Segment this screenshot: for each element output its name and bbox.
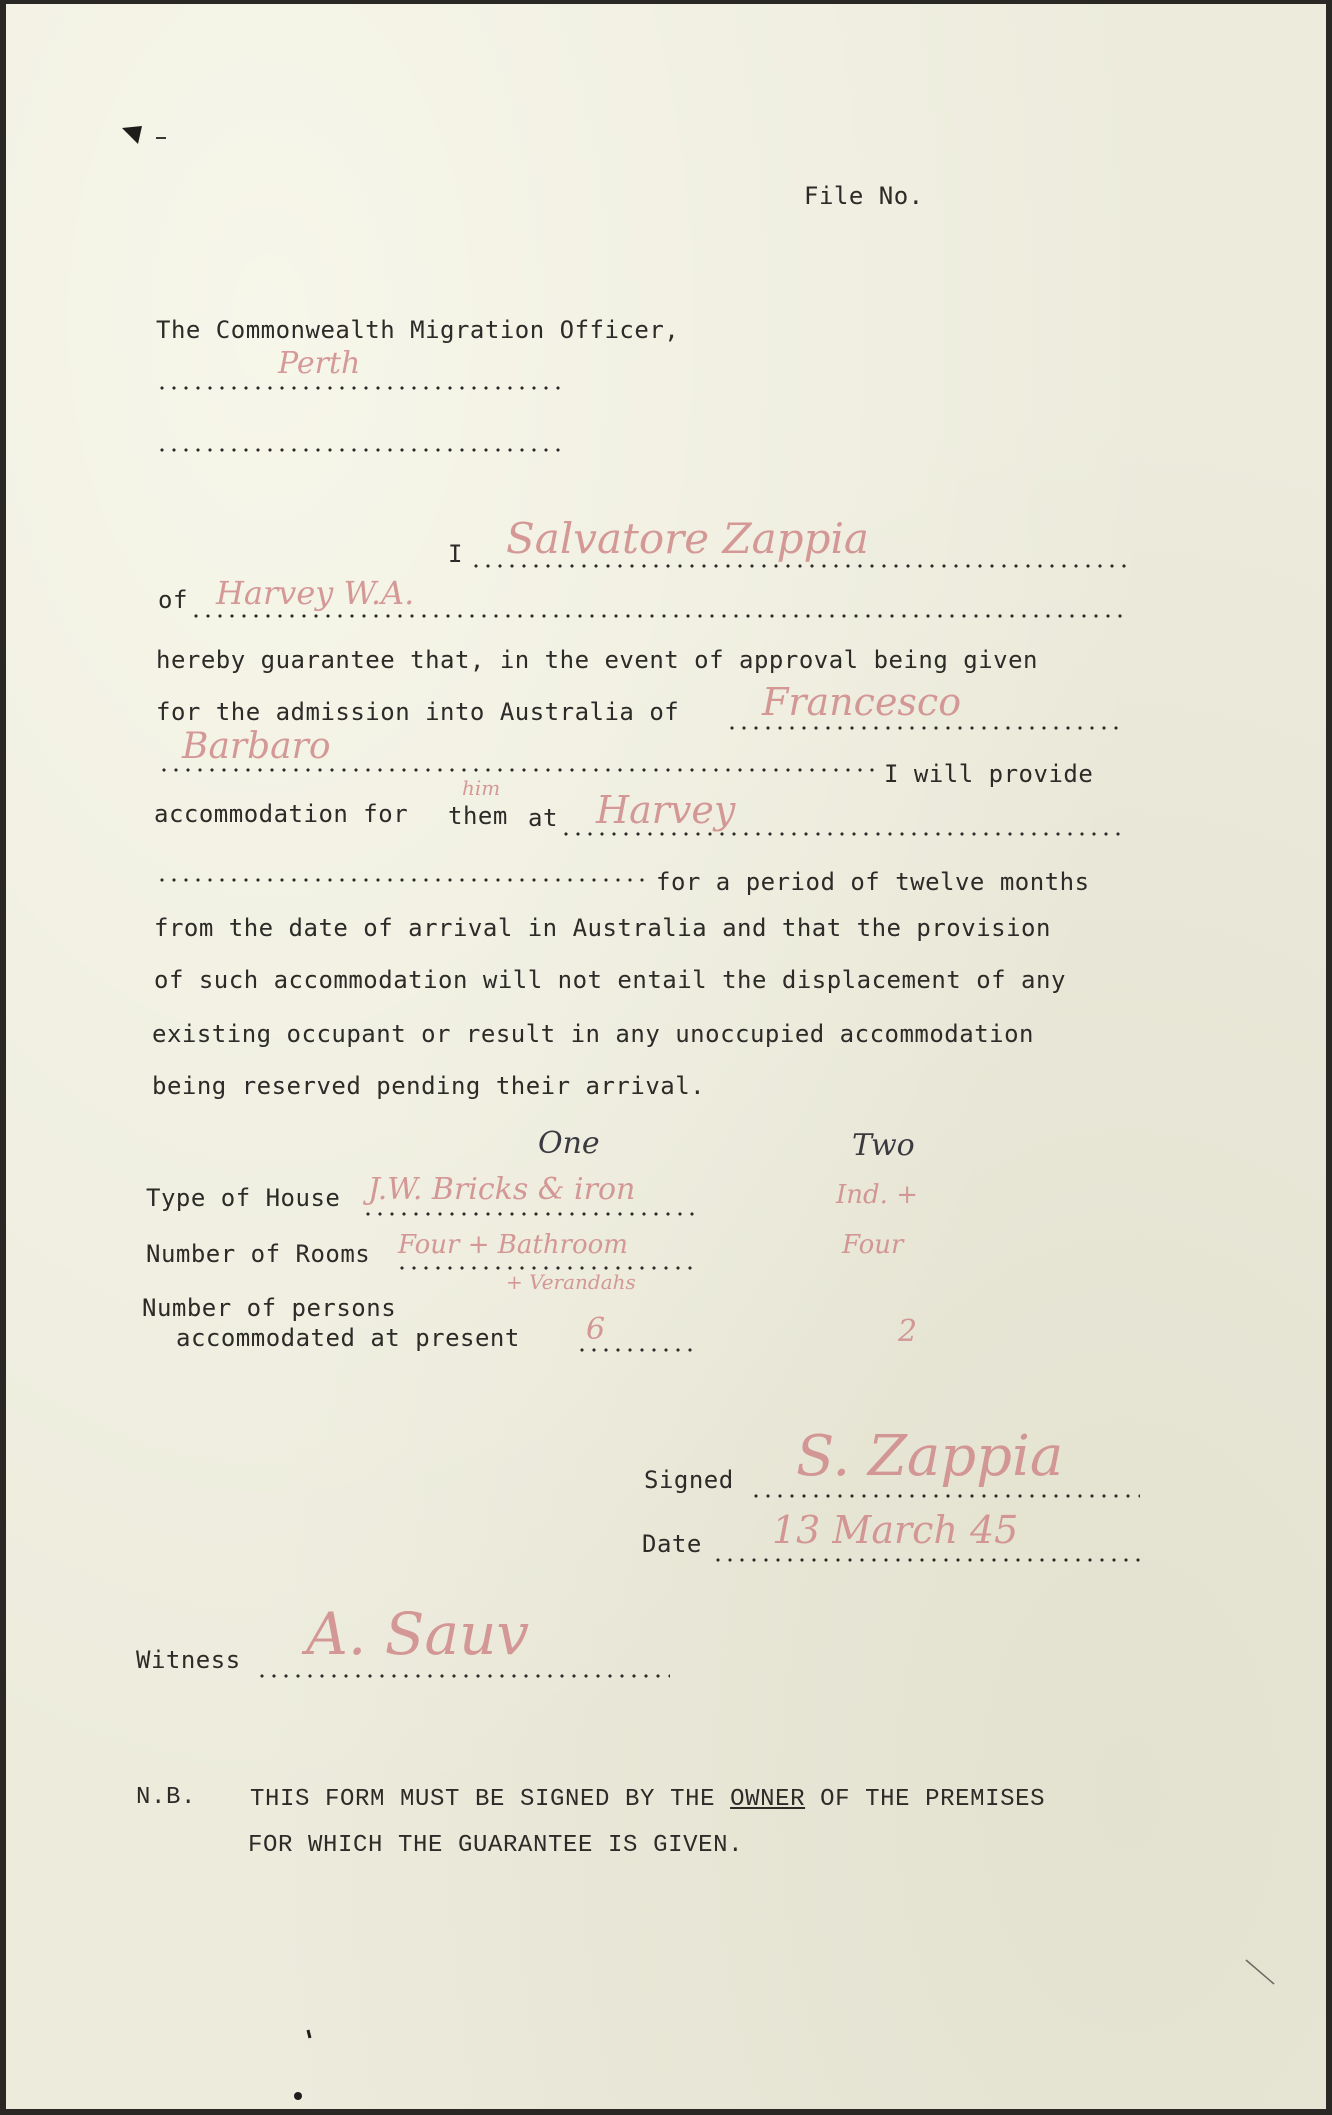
signed-label: Signed <box>644 1466 734 1494</box>
nb-owner-word: OWNER <box>730 1786 806 1813</box>
guarantor-address-handwritten: Harvey W.A. <box>216 574 415 612</box>
type-of-house-dotted-line <box>362 1212 696 1216</box>
persons-label-line1: Number of persons <box>142 1294 397 1322</box>
paper-speck-marks <box>286 2024 326 2104</box>
punch-mark <box>116 114 176 154</box>
signed-dotted-line <box>750 1494 1140 1498</box>
column-one-heading: One <box>538 1126 600 1161</box>
them-word: them <box>448 802 508 830</box>
declaration-line-from: from the date of arrival in Australia and that the provision <box>154 914 1051 942</box>
number-of-rooms-value-one-line2: + Verandahs <box>506 1270 636 1294</box>
date-value: 13 March 45 <box>772 1508 1019 1552</box>
corner-scratch-mark <box>1242 1954 1282 1994</box>
witness-dotted-line <box>256 1674 670 1678</box>
form-page <box>6 4 1326 2109</box>
nominee-dotted-line-1 <box>726 726 1126 730</box>
persons-label-line2: accommodated at present <box>176 1324 520 1352</box>
accommodation-address-dotted-line <box>560 832 1126 836</box>
type-of-house-value-two: Ind. + <box>836 1180 918 1210</box>
will-provide-text: I will provide <box>884 760 1094 788</box>
persons-value-one: 6 <box>586 1312 606 1347</box>
nb-line1-part-b: OF THE PREMISES <box>820 1786 1046 1813</box>
nb-line1 <box>250 1786 1045 1813</box>
accommodation-address-dotted-line-2 <box>156 878 650 882</box>
persons-dotted-line <box>576 1348 696 1352</box>
at-label: at <box>528 804 558 832</box>
date-dotted-line <box>712 1558 1140 1562</box>
number-of-rooms-label: Number of Rooms <box>146 1240 371 1268</box>
declaration-line-admission: for the admission into Australia of <box>156 698 680 726</box>
period-text: for a period of twelve months <box>656 868 1090 896</box>
declaration-line-being: being reserved pending their arrival. <box>152 1072 706 1100</box>
number-of-rooms-value-two: Four <box>842 1230 904 1260</box>
addressee-location-handwritten: Perth <box>278 346 361 381</box>
nominee-name-handwritten-1: Francesco <box>762 680 962 724</box>
signed-value: S. Zappia <box>796 1424 1064 1489</box>
persons-value-two: 2 <box>898 1314 918 1349</box>
nominee-name-handwritten-2: Barbaro <box>182 726 331 767</box>
declaration-of-label: of <box>158 586 188 614</box>
guarantor-name-handwritten: Salvatore Zappia <box>506 514 869 563</box>
nb-label: N.B. <box>136 1784 197 1811</box>
declaration-i-label: I <box>448 540 463 568</box>
column-two-heading: Two <box>852 1128 915 1163</box>
guarantor-name-dotted-line <box>470 564 1126 568</box>
nominee-dotted-line-2 <box>158 768 878 772</box>
nb-line2: FOR WHICH THE GUARANTEE IS GIVEN. <box>248 1832 744 1859</box>
him-handwritten: him <box>462 776 501 800</box>
declaration-line-of-such: of such accommodation will not entail the displacement of any <box>154 966 1066 994</box>
type-of-house-label: Type of House <box>146 1184 341 1212</box>
declaration-line-hereby: hereby guarantee that, in the event of approval being given <box>156 646 1039 674</box>
nb-line1-part-a: THIS FORM MUST BE SIGNED BY THE <box>250 1786 716 1813</box>
declaration-line-existing: existing occupant or result in any unoccupied accommodation <box>152 1020 1035 1048</box>
addressee-dotted-line-1 <box>156 386 560 390</box>
witness-label: Witness <box>136 1646 241 1674</box>
type-of-house-value-one: J.W. Bricks & iron <box>368 1172 636 1207</box>
addressee-line: The Commonwealth Migration Officer, <box>156 316 680 344</box>
accommodation-for-text: accommodation for <box>154 800 409 828</box>
date-label: Date <box>642 1530 702 1558</box>
guarantor-address-dotted-line <box>190 614 1126 618</box>
file-no-label: File No. <box>804 182 924 210</box>
witness-value: A. Sauv <box>306 1600 530 1668</box>
addressee-dotted-line-2 <box>156 448 560 452</box>
number-of-rooms-value-one: Four + Bathroom <box>398 1230 628 1260</box>
accommodation-address-handwritten: Harvey <box>596 788 736 832</box>
